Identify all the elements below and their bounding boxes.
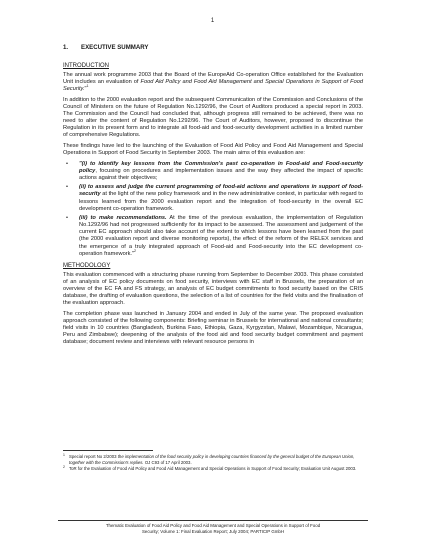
introduction-paragraph-3: These findings have led to the launching of the Evaluation of Food Aid Policy and Food Aid Management and Special Operations in Support of Food Security in September 2003. The main aims of this evaluation are: (63, 142, 363, 156)
section-heading (63, 44, 363, 51)
footer-line-1: Thematic Evaluation of Food Aid Policy and Food Aid Management and Special Operations in Support of Food (105, 523, 321, 528)
section-number: 1. (63, 44, 69, 51)
introduction-paragraph-1: The annual work programme 2003 that the Board of the EuropeAid Co-operation Office established for the Evaluation Unit includes an evaluation of Food Aid Policy and Food Aid Management and Special Operations in Support of Food Security."$^1$ (63, 72, 363, 93)
bullet-icon: • (66, 184, 68, 191)
methodology-heading: METHODOLOGY (63, 262, 111, 269)
footer-line-2: Security; Volume 1: Final Evaluation Report; July 2004; PARTICIP GmbH (141, 529, 285, 534)
list-item: • (iii) to make recommendations. At the time of the previous evaluation, the implementation of Regulation No.1292/96 had not progressed sufficiently for its impact to be assessed. The assessment and judgement of the current EC approach should also take account of the extent to which lessons have been learned from the past (the 2000 evaluation report and diverse monitoring reports), the effect of the reform of the RELEX services and the emergence of a truly integrated approach of Food-aid and Food-security into the EC development co-operation framework."$^2$ (66, 215, 364, 257)
footnote-1: 1 Special report No 2/2003 the implementation of the food security policy in developing countries financed by the general budget of the European Union, together with the Commission's replies. OJ C93 of 17 April 2003. (63, 453, 355, 465)
methodology-paragraph-1: This evaluation commenced with a structuring phase running from September to December 2003. This phase consisted of an analysis of EC policy documents on food security, interviews with EC staff in Brussels, the preparation of an overview of the EC FA and FS strategy, an analysis of EC budget commitments to food security based on the CRIS database, the drafting of evaluation questions, the selection of a list of countries for the field visits and the finalisation of the evaluation approach. (63, 271, 363, 307)
footnote-2: 2 ToR for the Evaluation of Food Aid Policy and Food Aid Management and Special Operations in Support of Food Security; Evaluation Unit August 2003. (63, 464, 357, 471)
bullet-icon: • (66, 215, 68, 222)
bullet-icon: • (66, 160, 68, 167)
page-number: 1 (210, 18, 215, 24)
page-content (63, 44, 363, 350)
page-footer (58, 523, 368, 535)
introduction-heading: INTRODUCTION (63, 63, 109, 69)
list-item: • (ii) to assess and judge the current programming of food-aid actions and operations in support of food-security at the light of the new policy framework and in the new administrative context, in particular with regard to lessons learned from the 2000 evaluation report and the integration of food-security in the overall EC development co-operation framework. (66, 184, 363, 212)
section-title: EXECUTIVE SUMMARY (81, 44, 149, 51)
introduction-paragraph-2: In addition to the 2000 evaluation report and the subsequent Communication of the Commission and Conclusions of the Council of Ministers on the future of Regulation No.1292/96, the Court of Auditors produced a special report in 2003. The Commission and the Council had concluded that, although progress still remained to be achieved, there was no need to alter the content of Regulation No.1292/96. The Court of Auditors, however, proposed to discontinue the Regulation in its present form and to integrate all food-aid and food-security development activities in a limited number of comprehensive Regulations. (63, 96, 363, 139)
footnote-ref-2[interactable]: 2 (134, 248, 136, 253)
list-item: • "(i) to identify key lessons from the Commission's past co-operation in Food-aid and Food-security policy, focusing on procedures and implementation issues and the way they affected the impact of specific actions against their objectives; (66, 160, 363, 181)
methodology-paragraph-2: The completion phase was launched in January 2004 and ended in July of the same year. The proposed evaluation approach consisted of the following components: Briefing seminar in Brussels for international and national consultants; field visits in 10 countries (Bangladesh, Burkina Faso, Ethiopia, Gaza, Kyrgyzstan, Malawi, Mozambique, Nicaragua, Peru and Zimbabwe); deepening of the analysis of the food aid and food security budget commitment and payment database; document review and interviews with relevant resource persons in (63, 310, 363, 346)
footnotes (63, 454, 363, 472)
footnote-separator (63, 450, 153, 451)
footer-separator (58, 520, 368, 521)
footnote-ref-1[interactable]: 1 (86, 84, 89, 89)
evaluation-aims-list (63, 161, 363, 258)
